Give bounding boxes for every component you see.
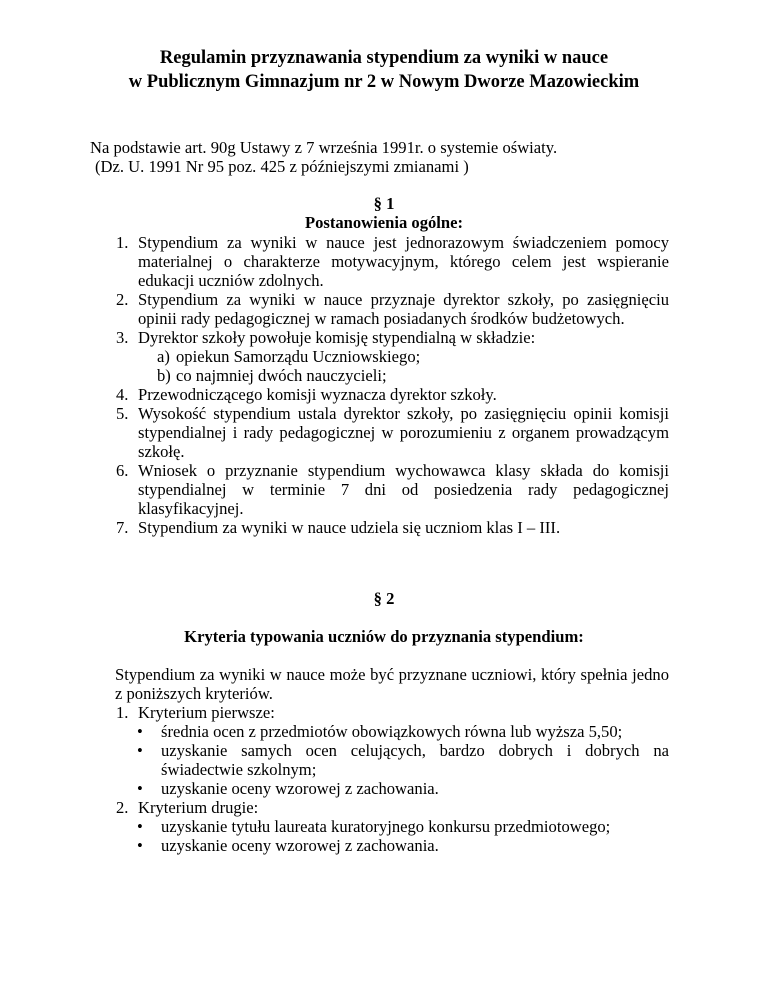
sub-list-item-text: opiekun Samorządu Uczniowskiego; (176, 347, 421, 366)
section-2-intro: Stypendium za wyniki w nauce może być przyznane uczniowi, który spełnia jedno z poniższych kryteriów. (115, 665, 669, 703)
list-item-text: Stypendium za wyniki w nauce jest jednorazowym świadczeniem pomocy materialnej o charakterze motywacyjnym, którego celem jest wspieranie edukacji uczniów zdolnych. (138, 233, 669, 290)
criterion-number: 2. (116, 798, 129, 817)
bullet-dot-icon: • (137, 741, 143, 760)
sub-list-item-letter: a) (157, 347, 170, 366)
bullet-item (116, 817, 669, 836)
section-1-list (116, 233, 669, 537)
criterion-number: 1. (116, 703, 129, 722)
bullet-dot-icon: • (137, 836, 143, 855)
list-item-number: 6. (116, 461, 129, 480)
section-2-heading: Kryteria typowania uczniów do przyznania stypendium: (184, 627, 584, 646)
section-1-symbol: § 1 (373, 194, 395, 213)
list-item (116, 518, 669, 537)
bullet-text: uzyskanie samych ocen celujących, bardzo dobrych i dobrych na świadectwie szkolnym; (161, 741, 669, 779)
bullet-item (116, 779, 669, 798)
list-item-text: Dyrektor szkoły powołuje komisję stypendialną w składzie: (138, 328, 536, 347)
list-item-number: 4. (116, 385, 129, 404)
bullet-text: uzyskanie tytułu laureata kuratoryjnego konkursu przedmiotowego; (161, 817, 611, 836)
criteria-list (116, 703, 669, 855)
sub-list-item (116, 347, 669, 366)
bullet-text: uzyskanie oceny wzorowej z zachowania. (161, 836, 439, 855)
bullet-item (116, 836, 669, 855)
list-item-text: Przewodniczącego komisji wyznacza dyrektor szkoły. (138, 385, 497, 404)
legal-basis-line-1: Na podstawie art. 90g Ustawy z 7 września 1991r. o systemie oświaty. (90, 138, 558, 157)
list-item (116, 233, 669, 290)
list-item-text: Wysokość stypendium ustala dyrektor szkoły, po zasięgnięciu opinii komisji stypendialnej i rady pedagogicznej w porozumieniu z organem prowadzącym szkołę. (138, 404, 669, 461)
list-item-number: 1. (116, 233, 129, 252)
list-item-text: Wniosek o przyznanie stypendium wychowawca klasy składa do komisji stypendialnej w terminie 7 dni od posiedzenia rady pedagogicznej klasyfikacyjnej. (138, 461, 669, 518)
bullet-item (116, 741, 669, 779)
criterion-text: Kryterium drugie: (138, 798, 259, 817)
list-item-text: Stypendium za wyniki w nauce udziela się uczniom klas I – III. (138, 518, 561, 537)
list-item-number: 7. (116, 518, 129, 537)
section-1-heading: Postanowienia ogólne: (304, 213, 464, 232)
list-item-number: 2. (116, 290, 129, 309)
section-2-symbol: § 2 (373, 589, 395, 608)
sub-list-item-letter: b) (157, 366, 171, 385)
criterion-label (116, 703, 669, 722)
list-item-number: 3. (116, 328, 129, 347)
list-item (116, 328, 669, 347)
bullet-dot-icon: • (137, 817, 143, 836)
bullet-dot-icon: • (137, 779, 143, 798)
list-item-text: Stypendium za wyniki w nauce przyznaje dyrektor szkoły, po zasięgnięciu opinii rady pedagogicznej w ramach posiadanych środków budżetowych. (138, 290, 669, 328)
list-item (116, 385, 669, 404)
list-item (116, 290, 669, 328)
list-item-number: 5. (116, 404, 129, 423)
bullet-dot-icon: • (137, 722, 143, 741)
bullet-text: uzyskanie oceny wzorowej z zachowania. (161, 779, 439, 798)
document-title-line-2: w Publicznym Gimnazjum nr 2 w Nowym Dworze Mazowieckim (128, 72, 640, 92)
criterion-text: Kryterium pierwsze: (138, 703, 275, 722)
document-title-line-1: Regulamin przyznawania stypendium za wyniki w nauce (159, 48, 609, 68)
sub-list-item (116, 366, 669, 385)
bullet-item (116, 722, 669, 741)
bullet-text: średnia ocen z przedmiotów obowiązkowych równa lub wyższa 5,50; (161, 722, 623, 741)
sub-list-item-text: co najmniej dwóch nauczycieli; (176, 366, 387, 385)
criterion-label (116, 798, 669, 817)
list-item (116, 461, 669, 518)
list-item (116, 404, 669, 461)
legal-basis-line-2: (Dz. U. 1991 Nr 95 poz. 425 z późniejszymi zmianami ) (95, 157, 469, 176)
